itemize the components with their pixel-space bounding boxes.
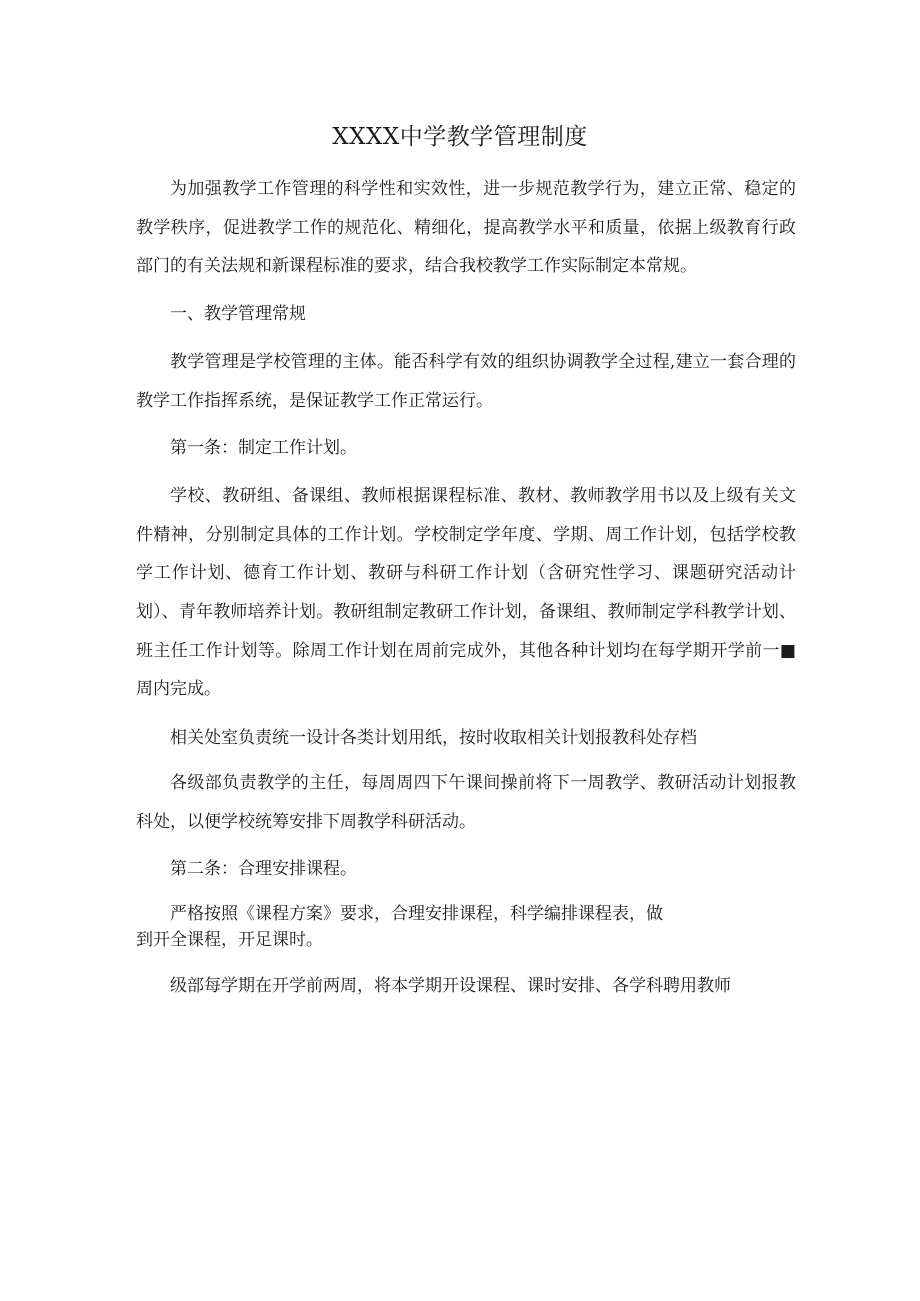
body-paragraph: 学校、教研组、备课组、教师根据课程标准、教材、教师教学用书以及上级有关文件精神，分别制定具体的工作计划。学校制定学年度、学期、周工作计划，包括学校教学工作计划、德育工作计划、教研与科研工作计划（含研究性学习、课题研究活动计划）、青年教师培养计划。教研组制定教研工作计划，备课组、教师制定学科教学计划、班主任工作计划等。除周工作计划在周前完成外，其他各种计划均在每学期开学前一■周内完成。 [136,485,796,700]
article-heading: 第一条：制定工作计划。 [170,438,357,459]
section-heading: 一、教学管理常规 [170,304,306,325]
body-paragraph: 级部每学期在开学前两周，将本学期开设课程、课时安排、各学科聘用教师 [170,975,731,996]
body-paragraph: 教学管理是学校管理的主体。能否科学有效的组织协调教学全过程,建立一套合理的教学工作指挥系统，是保证教学工作正常运行。 [136,351,796,411]
body-paragraph: 各级部负责教学的主任，每周周四下午课间操前将下一周教学、教研活动计划报教科处，以便学校统筹安排下周教学科研活动。 [136,772,796,832]
body-paragraph: 相关处室负责统一设计各类计划用纸，按时收取相关计划报教科处存档 [170,728,697,749]
document-title: XXXX中学教学管理制度 [332,124,588,150]
intro-paragraph: 为加强教学工作管理的科学性和实效性，进一步规范教学行为，建立正常、稳定的教学秩序，促进教学工作的规范化、精细化，提高教学水平和质量，依据上级教育行政部门的有关法规和新课程标准的要求，结合我校教学工作实际制定本常规。 [136,179,796,277]
document-body [136,170,796,1006]
article-heading: 第二条：合理安排课程。 [170,859,357,880]
body-paragraph: 严格按照《课程方案》要求，合理安排课程，科学编排课程表，做 [170,903,663,924]
body-paragraph-continuation: 到开全课程，开足课时。 [136,929,323,950]
